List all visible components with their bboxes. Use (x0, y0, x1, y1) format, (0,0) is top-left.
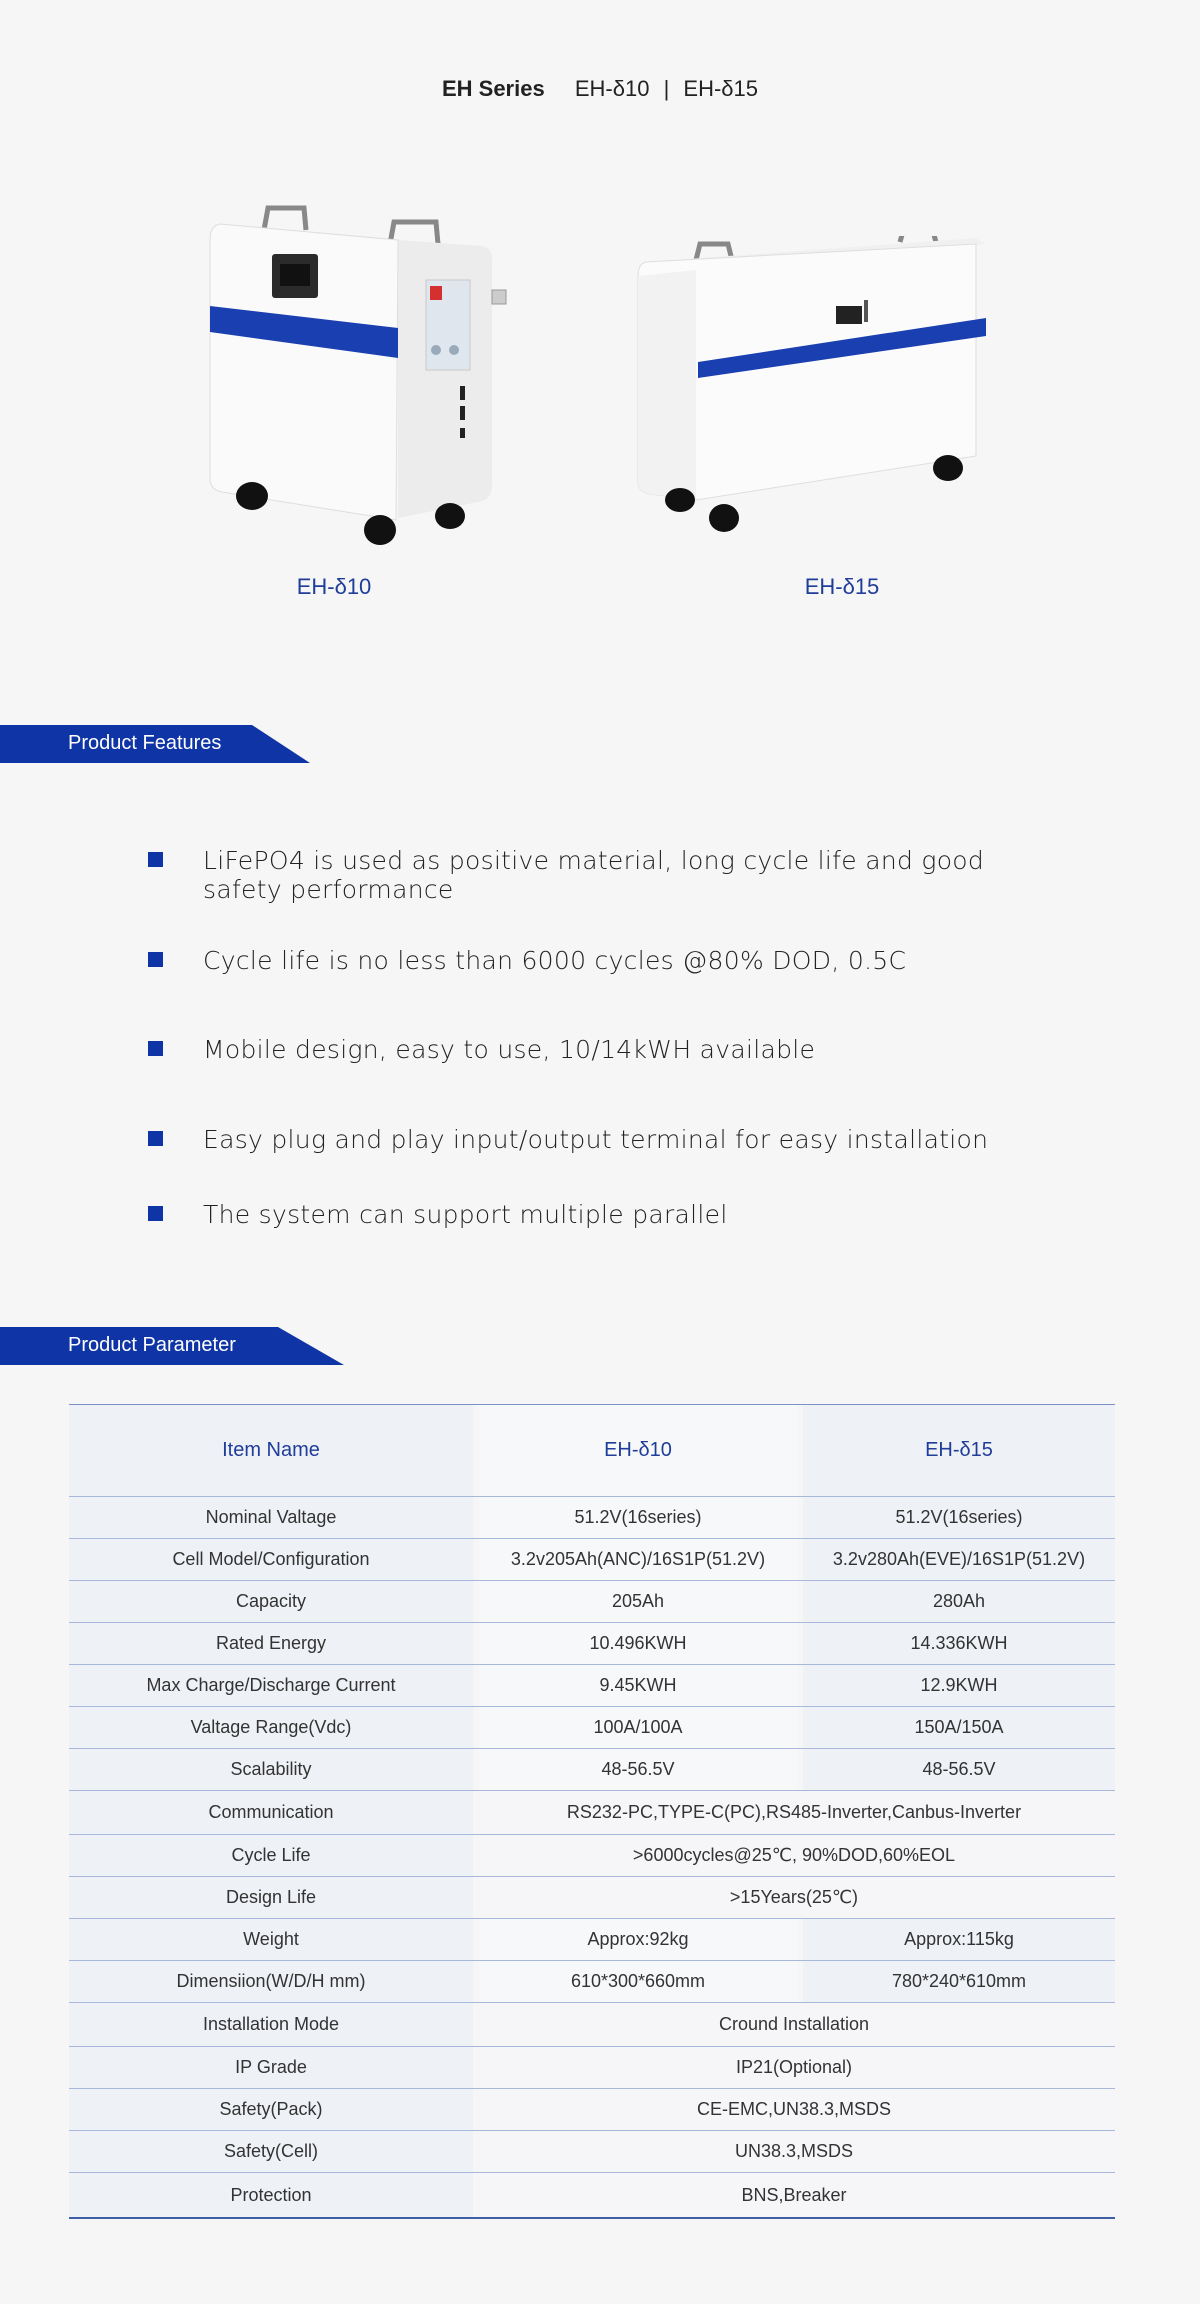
row-label: Weight (69, 1919, 473, 1960)
bullet-square-icon (148, 1131, 163, 1146)
row-value-shared: UN38.3,MSDS (473, 2131, 1115, 2172)
row-label: Safety(Cell) (69, 2131, 473, 2172)
series-title (0, 76, 1200, 102)
row-value-eh-d15: 12.9KWH (803, 1665, 1115, 1706)
table-row (69, 1749, 1115, 1791)
row-value-shared: BNS,Breaker (473, 2173, 1115, 2217)
feature-text: Easy plug and play input/output terminal for easy installation (203, 1125, 989, 1154)
row-value-eh-d10: 10.496KWH (479, 1623, 797, 1664)
row-value-eh-d15: 14.336KWH (803, 1623, 1115, 1664)
header-eh-d15: EH-δ15 (803, 1405, 1115, 1496)
bullet-square-icon (148, 852, 163, 867)
bullet-square-icon (148, 952, 163, 967)
row-value-shared: >6000cycles@25℃, 90%DOD,60%EOL (473, 1835, 1115, 1876)
row-value-eh-d10: 9.45KWH (479, 1665, 797, 1706)
table-row (69, 1791, 1115, 1835)
table-row (69, 1877, 1115, 1919)
product-image-eh-d15 (636, 236, 996, 536)
bullet-square-icon (148, 1206, 163, 1221)
row-label: Rated Energy (69, 1623, 473, 1664)
parameter-section-banner (0, 1327, 346, 1365)
row-value-eh-d15: 3.2v280Ah(EVE)/16S1P(51.2V) (803, 1539, 1115, 1580)
row-label: Capacity (69, 1581, 473, 1622)
row-value-eh-d10: Approx:92kg (479, 1919, 797, 1960)
row-value-eh-d10: 51.2V(16series) (479, 1497, 797, 1538)
feature-text: The system can support multiple parallel (203, 1200, 728, 1229)
row-label: Design Life (69, 1877, 473, 1918)
row-value-eh-d10: 610*300*660mm (479, 1961, 797, 2002)
row-label: IP Grade (69, 2047, 473, 2088)
row-value-shared: >15Years(25℃) (473, 1877, 1115, 1918)
product-caption-eh-d15: EH-δ15 (804, 574, 880, 599)
row-value-shared: Cround Installation (473, 2003, 1115, 2046)
header-item-name: Item Name (69, 1405, 473, 1496)
series-name: EH Series (441, 76, 545, 101)
table-row (69, 1623, 1115, 1665)
row-value-eh-d10: 100A/100A (479, 1707, 797, 1748)
table-row (69, 1835, 1115, 1877)
table-row (69, 1665, 1115, 1707)
model-divider: | (663, 76, 670, 101)
table-row (69, 2047, 1115, 2089)
row-label: Scalability (69, 1749, 473, 1790)
row-label: Communication (69, 1791, 473, 1834)
feature-text: Mobile design, easy to use, 10/14kWH available (203, 1035, 816, 1064)
row-label: Safety(Pack) (69, 2089, 473, 2130)
table-row (69, 1919, 1115, 1961)
row-value-shared: IP21(Optional) (473, 2047, 1115, 2088)
row-value-eh-d15: Approx:115kg (803, 1919, 1115, 1960)
table-row (69, 1497, 1115, 1539)
features-section-title: Product Features (68, 732, 222, 754)
table-row (69, 1707, 1115, 1749)
model-a-label: EH-δ10 (574, 76, 650, 101)
product-caption-eh-d10: EH-δ10 (296, 574, 372, 599)
row-value-eh-d15: 780*240*610mm (803, 1961, 1115, 2002)
bullet-square-icon (148, 1041, 163, 1056)
row-label: Installation Mode (69, 2003, 473, 2046)
row-value-eh-d15: 150A/150A (803, 1707, 1115, 1748)
row-value-eh-d10: 205Ah (479, 1581, 797, 1622)
row-label: Cell Model/Configuration (69, 1539, 473, 1580)
row-label: Nominal Valtage (69, 1497, 473, 1538)
row-label: Dimensiion(W/D/H mm) (69, 1961, 473, 2002)
table-row (69, 1961, 1115, 2003)
row-value-eh-d10: 48-56.5V (479, 1749, 797, 1790)
table-row (69, 1581, 1115, 1623)
feature-text: LiFePO4 is used as positive material, long cycle life and good safety performance (203, 846, 985, 904)
header-eh-d10: EH-δ10 (479, 1405, 797, 1496)
row-label: Max Charge/Discharge Current (69, 1665, 473, 1706)
table-header-row (69, 1405, 1115, 1497)
parameter-table (69, 1404, 1115, 2219)
model-b-label: EH-δ15 (683, 76, 759, 101)
row-value-eh-d15: 280Ah (803, 1581, 1115, 1622)
table-row (69, 2131, 1115, 2173)
features-section-banner (0, 725, 312, 763)
row-value-eh-d15: 51.2V(16series) (803, 1497, 1115, 1538)
row-label: Valtage Range(Vdc) (69, 1707, 473, 1748)
parameter-section-title: Product Parameter (68, 1334, 236, 1356)
table-row (69, 1539, 1115, 1581)
table-row (69, 2173, 1115, 2217)
table-row (69, 2089, 1115, 2131)
row-value-eh-d15: 48-56.5V (803, 1749, 1115, 1790)
table-row (69, 2003, 1115, 2047)
product-image-eh-d10 (200, 200, 530, 560)
row-value-shared: CE-EMC,UN38.3,MSDS (473, 2089, 1115, 2130)
row-value-shared: RS232-PC,TYPE-C(PC),RS485-Inverter,Canbus-Inverter (473, 1791, 1115, 1834)
row-label: Cycle Life (69, 1835, 473, 1876)
row-label: Protection (69, 2173, 473, 2217)
row-value-eh-d10: 3.2v205Ah(ANC)/16S1P(51.2V) (479, 1539, 797, 1580)
feature-text: Cycle life is no less than 6000 cycles @80% DOD, 0.5C (203, 946, 907, 975)
